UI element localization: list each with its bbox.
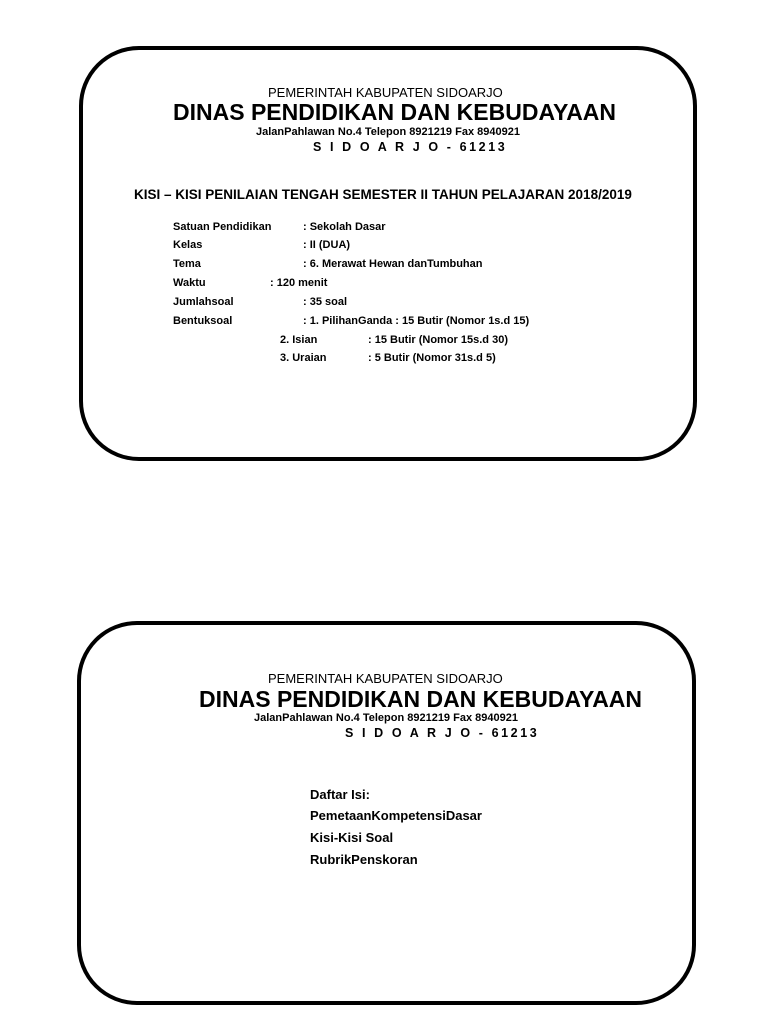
address-line: JalanPahlawan No.4 Telepon 8921219 Fax 8940921 xyxy=(254,712,518,724)
info-value-bentuk-soal: : 1. PilihanGanda : 15 Butir (Nomor 1s.d 15) xyxy=(303,315,530,327)
department-name: DINAS PENDIDIKAN DAN KEBUDAYAAN xyxy=(173,99,617,125)
info-label-tema: Tema xyxy=(173,258,201,270)
info-label-jumlah-soal: Jumlahsoal xyxy=(173,296,234,308)
government-name: PEMERINTAH KABUPATEN SIDOARJO xyxy=(268,671,503,686)
info-label-satuan-pendidikan: Satuan Pendidikan xyxy=(173,221,272,233)
document-title: KISI – KISI PENILAIAN TENGAH SEMESTER II TAHUN PELAJARAN 2018/2019 xyxy=(134,187,632,202)
toc-item: PemetaanKompetensiDasar xyxy=(310,808,482,823)
info-value-satuan-pendidikan: : Sekolah Dasar xyxy=(303,221,386,233)
question-type-isian-value: : 15 Butir (Nomor 15s.d 30) xyxy=(368,334,508,346)
info-value-kelas: : II (DUA) xyxy=(303,239,351,251)
info-value-jumlah-soal: : 35 soal xyxy=(303,296,348,308)
question-type-uraian-label: 3. Uraian xyxy=(280,352,327,364)
toc-title: Daftar Isi: xyxy=(310,787,370,802)
question-type-uraian-value: : 5 Butir (Nomor 31s.d 5) xyxy=(368,352,496,364)
info-value-tema: : 6. Merawat Hewan danTumbuhan xyxy=(303,258,483,270)
info-label-kelas: Kelas xyxy=(173,239,203,251)
info-label-waktu: Waktu xyxy=(173,277,206,289)
government-name: PEMERINTAH KABUPATEN SIDOARJO xyxy=(268,85,503,100)
city-postcode: S I D O A R J O - 61213 xyxy=(313,140,508,154)
info-value-waktu: : 120 menit xyxy=(270,277,328,289)
address-line: JalanPahlawan No.4 Telepon 8921219 Fax 8940921 xyxy=(256,126,520,138)
info-label-bentuk-soal: Bentuksoal xyxy=(173,315,233,327)
city-postcode: S I D O A R J O - 61213 xyxy=(345,726,540,740)
toc-item: Kisi-Kisi Soal xyxy=(310,830,394,845)
question-type-isian-label: 2. Isian xyxy=(280,334,318,346)
toc-item: RubrikPenskoran xyxy=(310,852,418,867)
department-name: DINAS PENDIDIKAN DAN KEBUDAYAAN xyxy=(199,686,643,712)
